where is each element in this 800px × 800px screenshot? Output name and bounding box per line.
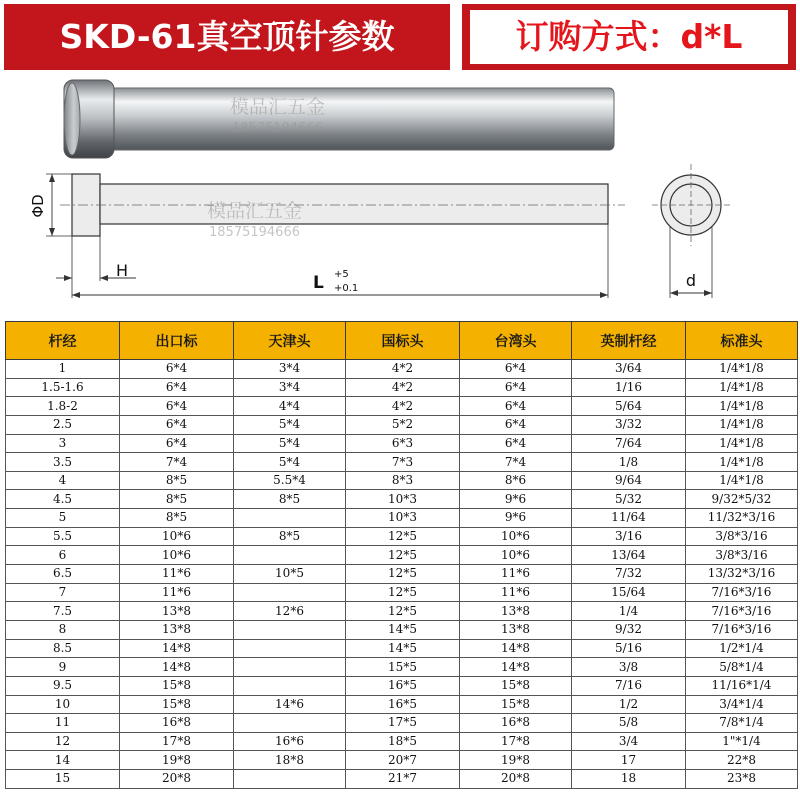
- cell-standard-head: 1/4*1/8: [686, 434, 798, 453]
- pin-photo: [64, 80, 614, 158]
- cell-national-standard-head: 16*5: [346, 676, 460, 695]
- cell-national-standard-head: 7*3: [346, 453, 460, 472]
- table-row: [6, 565, 798, 584]
- cell-export-standard: 6*4: [120, 397, 234, 416]
- cell-national-standard-head: 12*5: [346, 546, 460, 565]
- cell-imperial-shank: 18: [572, 770, 686, 789]
- table-row: [6, 397, 798, 416]
- cell-shank-diameter: 15: [6, 770, 120, 789]
- cell-standard-head: 3/4*1/4: [686, 695, 798, 714]
- cell-shank-diameter: 1: [6, 360, 120, 379]
- cell-taiwan-head: 14*8: [460, 639, 572, 658]
- table-row: [6, 714, 798, 733]
- cell-export-standard: 6*4: [120, 434, 234, 453]
- cell-tianjin-head: 5*4: [234, 434, 346, 453]
- cell-taiwan-head: 6*4: [460, 360, 572, 379]
- cell-tianjin-head: 18*8: [234, 751, 346, 770]
- cell-taiwan-head: 11*6: [460, 583, 572, 602]
- cell-standard-head: 7/16*3/16: [686, 602, 798, 621]
- cell-taiwan-head: 11*6: [460, 565, 572, 584]
- cell-export-standard: 20*8: [120, 770, 234, 789]
- cell-shank-diameter: 8: [6, 620, 120, 639]
- cell-export-standard: 6*4: [120, 415, 234, 434]
- cell-national-standard-head: 14*5: [346, 620, 460, 639]
- cell-standard-head: 1/4*1/8: [686, 360, 798, 379]
- cell-export-standard: 10*6: [120, 527, 234, 546]
- cell-standard-head: 1/4*1/8: [686, 397, 798, 416]
- cell-taiwan-head: 13*8: [460, 620, 572, 639]
- cell-export-standard: 14*8: [120, 639, 234, 658]
- page-title: SKD-61真空顶针参数: [4, 4, 450, 70]
- cell-export-standard: 19*8: [120, 751, 234, 770]
- cell-shank-diameter: 3.5: [6, 453, 120, 472]
- table-row: [6, 583, 798, 602]
- table-row: [6, 378, 798, 397]
- cell-imperial-shank: 1/8: [572, 453, 686, 472]
- cell-shank-diameter: 11: [6, 714, 120, 733]
- cell-standard-head: 3/8*3/16: [686, 546, 798, 565]
- pin-drawing: [46, 164, 730, 298]
- cell-tianjin-head: 5*4: [234, 453, 346, 472]
- cell-imperial-shank: 1/16: [572, 378, 686, 397]
- cell-national-standard-head: 16*5: [346, 695, 460, 714]
- table-row: [6, 658, 798, 677]
- cell-taiwan-head: 7*4: [460, 453, 572, 472]
- spec-table: [5, 321, 798, 789]
- cell-imperial-shank: 5/16: [572, 639, 686, 658]
- cell-taiwan-head: 15*8: [460, 695, 572, 714]
- cell-export-standard: 6*4: [120, 378, 234, 397]
- cell-tianjin-head: 12*6: [234, 602, 346, 621]
- cell-tianjin-head: 16*6: [234, 732, 346, 751]
- cell-shank-diameter: 1.8-2: [6, 397, 120, 416]
- cell-national-standard-head: 17*5: [346, 714, 460, 733]
- table-row: [6, 639, 798, 658]
- cell-imperial-shank: 7/64: [572, 434, 686, 453]
- cell-taiwan-head: 8*6: [460, 471, 572, 490]
- cell-national-standard-head: 12*5: [346, 527, 460, 546]
- cell-national-standard-head: 4*2: [346, 397, 460, 416]
- table-row: [6, 620, 798, 639]
- cell-export-standard: 14*8: [120, 658, 234, 677]
- cell-national-standard-head: 8*3: [346, 471, 460, 490]
- cell-standard-head: 1/4*1/8: [686, 453, 798, 472]
- cell-shank-diameter: 1.5-1.6: [6, 378, 120, 397]
- cell-taiwan-head: 14*8: [460, 658, 572, 677]
- cell-national-standard-head: 12*5: [346, 583, 460, 602]
- table-row: [6, 453, 798, 472]
- cell-national-standard-head: 18*5: [346, 732, 460, 751]
- cell-tianjin-head: 5.5*4: [234, 471, 346, 490]
- cell-export-standard: 13*8: [120, 602, 234, 621]
- cell-tianjin-head: [234, 658, 346, 677]
- table-row: [6, 695, 798, 714]
- cell-standard-head: 1/4*1/8: [686, 378, 798, 397]
- cell-imperial-shank: 9/32: [572, 620, 686, 639]
- cell-national-standard-head: 21*7: [346, 770, 460, 789]
- cell-tianjin-head: [234, 676, 346, 695]
- cell-shank-diameter: 4: [6, 471, 120, 490]
- cell-imperial-shank: 1/2: [572, 695, 686, 714]
- cell-shank-diameter: 12: [6, 732, 120, 751]
- table-row: [6, 415, 798, 434]
- cell-imperial-shank: 7/16: [572, 676, 686, 695]
- cell-shank-diameter: 4.5: [6, 490, 120, 509]
- cell-standard-head: 11/16*1/4: [686, 676, 798, 695]
- cell-standard-head: 1/4*1/8: [686, 471, 798, 490]
- cell-standard-head: 5/8*1/4: [686, 658, 798, 677]
- cell-taiwan-head: 9*6: [460, 490, 572, 509]
- col-header-shank-diameter: 杆经: [6, 322, 120, 360]
- cell-export-standard: 15*8: [120, 695, 234, 714]
- table-row: [6, 490, 798, 509]
- cell-national-standard-head: 10*3: [346, 490, 460, 509]
- cell-export-standard: 10*6: [120, 546, 234, 565]
- table-header-row: [6, 322, 798, 360]
- cell-export-standard: 8*5: [120, 509, 234, 528]
- col-header-national-standard-head: 国标头: [346, 322, 460, 360]
- table-row: [6, 732, 798, 751]
- table-row: [6, 602, 798, 621]
- cell-taiwan-head: 19*8: [460, 751, 572, 770]
- cell-tianjin-head: 5*4: [234, 415, 346, 434]
- cell-national-standard-head: 10*3: [346, 509, 460, 528]
- cell-taiwan-head: 16*8: [460, 714, 572, 733]
- cell-taiwan-head: 10*6: [460, 546, 572, 565]
- dim-phi-d-label: ΦD: [29, 194, 47, 218]
- ejector-pin-diagram: [0, 76, 800, 316]
- dim-l-label: L: [313, 273, 324, 293]
- cell-tianjin-head: [234, 770, 346, 789]
- table-row: [6, 527, 798, 546]
- cell-national-standard-head: 4*2: [346, 378, 460, 397]
- cell-shank-diameter: 10: [6, 695, 120, 714]
- cell-national-standard-head: 6*3: [346, 434, 460, 453]
- cell-tianjin-head: [234, 714, 346, 733]
- cell-imperial-shank: 13/64: [572, 546, 686, 565]
- cell-shank-diameter: 8.5: [6, 639, 120, 658]
- col-header-export-standard: 出口标: [120, 322, 234, 360]
- cell-export-standard: 11*6: [120, 565, 234, 584]
- table-row: [6, 434, 798, 453]
- cell-national-standard-head: 5*2: [346, 415, 460, 434]
- table-row: [6, 770, 798, 789]
- order-method-box: [462, 4, 796, 70]
- cell-imperial-shank: 1/4: [572, 602, 686, 621]
- cell-standard-head: 7/16*3/16: [686, 620, 798, 639]
- cell-taiwan-head: 13*8: [460, 602, 572, 621]
- cell-national-standard-head: 15*5: [346, 658, 460, 677]
- table-row: [6, 546, 798, 565]
- cell-shank-diameter: 3: [6, 434, 120, 453]
- cell-imperial-shank: 7/32: [572, 565, 686, 584]
- cell-tianjin-head: 8*5: [234, 527, 346, 546]
- cell-standard-head: 1"*1/4: [686, 732, 798, 751]
- cell-tianjin-head: 3*4: [234, 378, 346, 397]
- cell-national-standard-head: 4*2: [346, 360, 460, 379]
- cell-shank-diameter: 9.5: [6, 676, 120, 695]
- cell-imperial-shank: 3/64: [572, 360, 686, 379]
- cell-shank-diameter: 6: [6, 546, 120, 565]
- cell-taiwan-head: 6*4: [460, 378, 572, 397]
- spec-table-body: [6, 360, 798, 789]
- cell-imperial-shank: 11/64: [572, 509, 686, 528]
- cell-standard-head: 3/8*3/16: [686, 527, 798, 546]
- cell-taiwan-head: 9*6: [460, 509, 572, 528]
- cell-standard-head: 9/32*5/32: [686, 490, 798, 509]
- cell-tianjin-head: 8*5: [234, 490, 346, 509]
- cell-taiwan-head: 15*8: [460, 676, 572, 695]
- cell-imperial-shank: 5/32: [572, 490, 686, 509]
- cell-imperial-shank: 15/64: [572, 583, 686, 602]
- cell-national-standard-head: 20*7: [346, 751, 460, 770]
- cell-imperial-shank: 9/64: [572, 471, 686, 490]
- cell-tianjin-head: 10*5: [234, 565, 346, 584]
- cell-tianjin-head: 14*6: [234, 695, 346, 714]
- table-row: [6, 751, 798, 770]
- table-row: [6, 471, 798, 490]
- cell-imperial-shank: 3/32: [572, 415, 686, 434]
- watermark-phone: 18575194666: [232, 121, 323, 136]
- cell-shank-diameter: 7.5: [6, 602, 120, 621]
- dim-d-label: d: [685, 271, 697, 290]
- cell-tianjin-head: [234, 509, 346, 528]
- watermark-phone: 18575194666: [209, 225, 300, 240]
- cell-imperial-shank: 3/16: [572, 527, 686, 546]
- dim-l-tolerance-lower: +0.1: [334, 283, 359, 294]
- cell-tianjin-head: [234, 620, 346, 639]
- cell-export-standard: 6*4: [120, 360, 234, 379]
- cell-shank-diameter: 6.5: [6, 565, 120, 584]
- col-header-standard-head: 标准头: [686, 322, 798, 360]
- cell-taiwan-head: 6*4: [460, 415, 572, 434]
- cell-imperial-shank: 3/4: [572, 732, 686, 751]
- watermark-text: 模品汇五金: [207, 200, 303, 222]
- dim-h-label: H: [116, 261, 129, 280]
- cell-imperial-shank: 3/8: [572, 658, 686, 677]
- cell-tianjin-head: [234, 546, 346, 565]
- cell-export-standard: 7*4: [120, 453, 234, 472]
- cell-imperial-shank: 5/64: [572, 397, 686, 416]
- cell-shank-diameter: 2.5: [6, 415, 120, 434]
- table-row: [6, 509, 798, 528]
- cell-shank-diameter: 14: [6, 751, 120, 770]
- cell-taiwan-head: 6*4: [460, 397, 572, 416]
- cell-standard-head: 11/32*3/16: [686, 509, 798, 528]
- cell-standard-head: 1/4*1/8: [686, 415, 798, 434]
- cell-standard-head: 13/32*3/16: [686, 565, 798, 584]
- cell-export-standard: 8*5: [120, 490, 234, 509]
- cell-imperial-shank: 17: [572, 751, 686, 770]
- col-header-taiwan-head: 台湾头: [460, 322, 572, 360]
- cell-shank-diameter: 9: [6, 658, 120, 677]
- table-row: [6, 360, 798, 379]
- cell-standard-head: 23*8: [686, 770, 798, 789]
- table-row: [6, 676, 798, 695]
- cell-export-standard: 13*8: [120, 620, 234, 639]
- cell-export-standard: 15*8: [120, 676, 234, 695]
- cell-export-standard: 8*5: [120, 471, 234, 490]
- cell-export-standard: 17*8: [120, 732, 234, 751]
- cell-national-standard-head: 12*5: [346, 565, 460, 584]
- dim-l-tolerance-upper: +5: [334, 269, 349, 280]
- cell-export-standard: 16*8: [120, 714, 234, 733]
- banner: [0, 0, 800, 76]
- cell-taiwan-head: 17*8: [460, 732, 572, 751]
- cell-shank-diameter: 5: [6, 509, 120, 528]
- cell-tianjin-head: [234, 639, 346, 658]
- cell-export-standard: 11*6: [120, 583, 234, 602]
- cell-standard-head: 7/8*1/4: [686, 714, 798, 733]
- cell-national-standard-head: 12*5: [346, 602, 460, 621]
- cell-tianjin-head: 3*4: [234, 360, 346, 379]
- cell-taiwan-head: 20*8: [460, 770, 572, 789]
- cell-standard-head: 22*8: [686, 751, 798, 770]
- cell-taiwan-head: 6*4: [460, 434, 572, 453]
- order-method-text: 订购方式：d*L: [470, 10, 788, 64]
- cell-taiwan-head: 10*6: [460, 527, 572, 546]
- col-header-tianjin-head: 天津头: [234, 322, 346, 360]
- cell-tianjin-head: 4*4: [234, 397, 346, 416]
- cell-standard-head: 1/2*1/4: [686, 639, 798, 658]
- cell-shank-diameter: 5.5: [6, 527, 120, 546]
- col-header-imperial-shank: 英制杆经: [572, 322, 686, 360]
- watermark-text: 模品汇五金: [230, 96, 326, 118]
- cell-national-standard-head: 14*5: [346, 639, 460, 658]
- cell-standard-head: 7/16*3/16: [686, 583, 798, 602]
- cell-tianjin-head: [234, 583, 346, 602]
- cell-shank-diameter: 7: [6, 583, 120, 602]
- cell-imperial-shank: 5/8: [572, 714, 686, 733]
